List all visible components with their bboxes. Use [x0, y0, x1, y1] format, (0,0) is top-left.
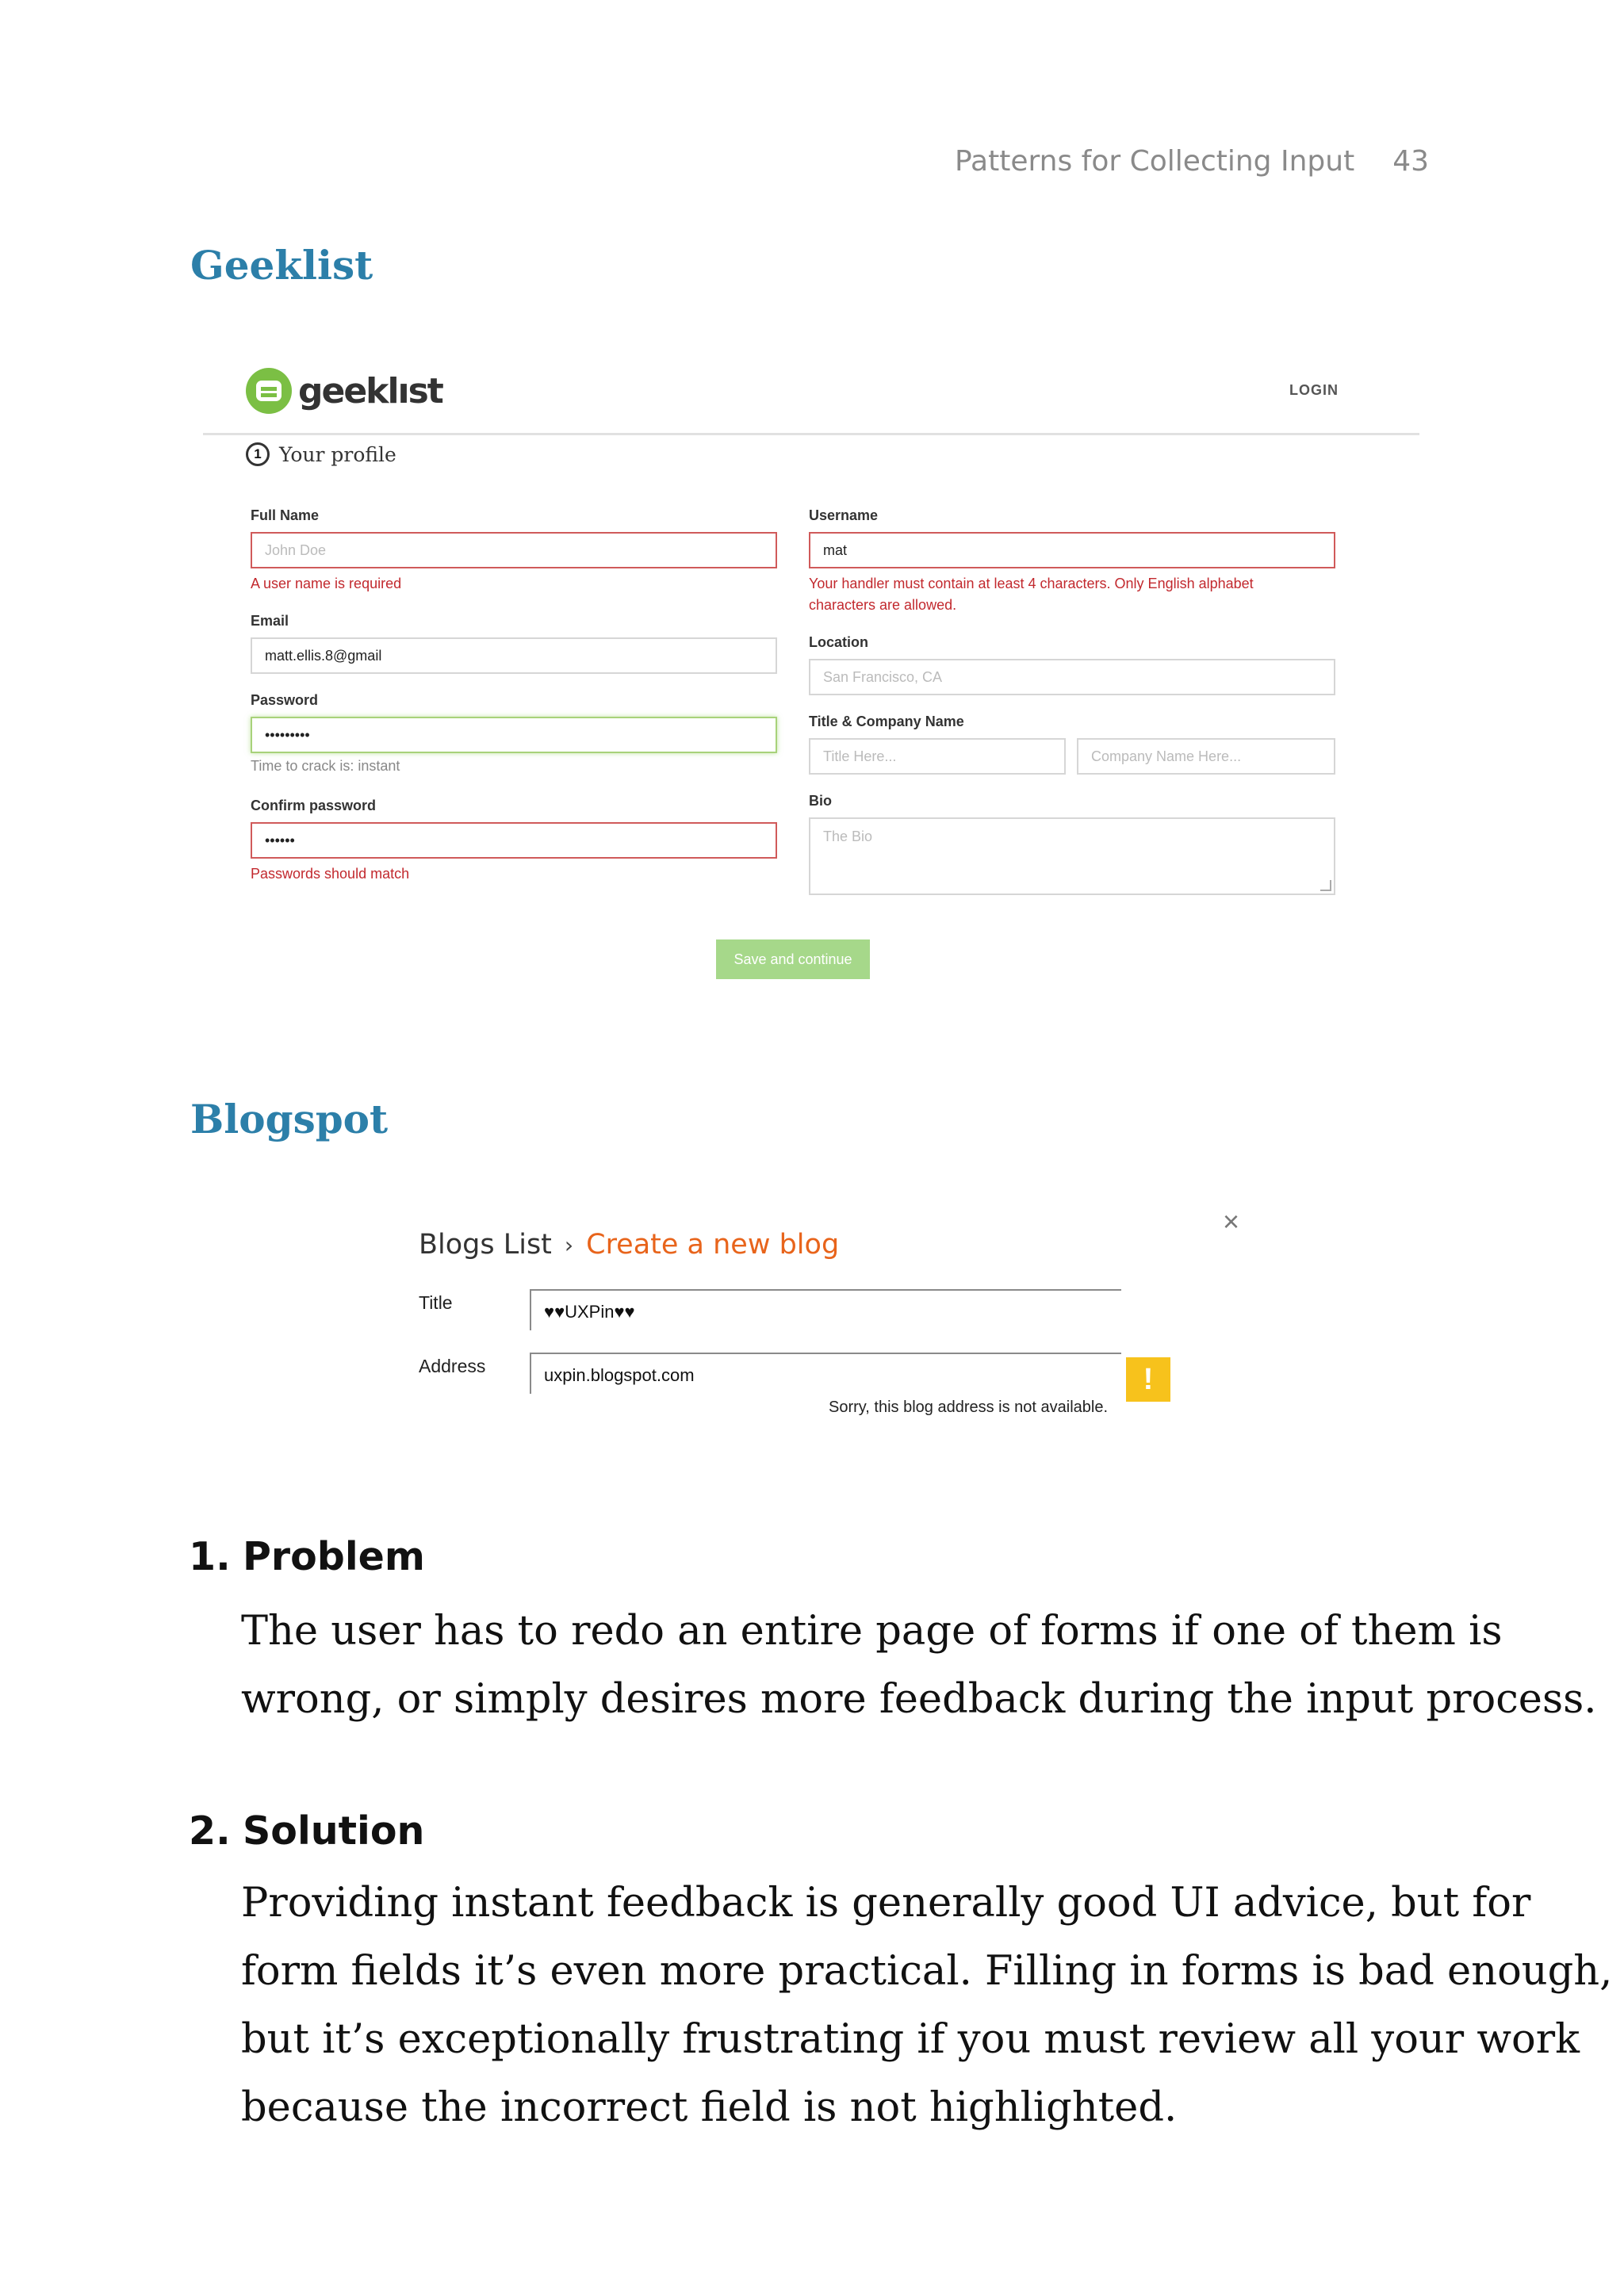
solution-paragraph	[241, 1869, 1613, 2142]
running-head-title: Patterns for Collecting Input	[954, 145, 1355, 178]
list-item-1-title: Problem	[243, 1534, 425, 1579]
address-unavailable-message: Sorry, this blog address is not available.	[829, 1399, 1109, 1416]
step-indicator	[246, 442, 396, 466]
breadcrumb	[419, 1229, 839, 1261]
login-link[interactable]: LOGIN	[1289, 382, 1339, 398]
email-field[interactable]: matt.ellis.8@gmail	[251, 637, 777, 674]
section-heading-blogspot: Blogspot	[190, 1096, 389, 1142]
page-number: 43	[1392, 145, 1429, 178]
problem-line-1: The user has to redo an entire page of forms if one of them is	[241, 1608, 1503, 1655]
username-error-line-2: characters are allowed.	[809, 597, 957, 613]
save-and-continue-button[interactable]: Save and continue	[716, 939, 870, 979]
problem-line-2: wrong, or simply desires more feedback during the input process.	[241, 1676, 1597, 1723]
blog-address-field[interactable]: uxpin.blogspot.com	[530, 1353, 1121, 1394]
confirm-password-label: Confirm password	[251, 798, 377, 813]
title-company-label: Title & Company Name	[809, 714, 964, 729]
header-divider	[203, 433, 1419, 435]
password-strength-hint: Time to crack is: instant	[251, 758, 400, 774]
full-name-error: A user name is required	[251, 576, 402, 591]
solution-line-3: but it’s exceptionally frustrating if you must review all your work	[241, 2016, 1580, 2063]
job-title-field[interactable]: Title Here...	[809, 738, 1066, 775]
username-error	[809, 573, 1364, 616]
problem-paragraph	[241, 1598, 1597, 1734]
username-field[interactable]: mat	[809, 532, 1335, 568]
location-field[interactable]: San Francisco, CA	[809, 659, 1335, 695]
blogspot-screenshot	[412, 1205, 1253, 1443]
list-item-2-number: 2.	[189, 1808, 231, 1854]
solution-line-4: because the incorrect field is not highlighted.	[241, 2084, 1178, 2131]
company-name-field[interactable]: Company Name Here...	[1077, 738, 1335, 775]
username-label: Username	[809, 507, 879, 523]
confirm-password-field[interactable]: ••••••	[251, 822, 777, 859]
geeklist-logo	[246, 368, 442, 414]
step-number-badge: 1	[246, 442, 270, 466]
full-name-label: Full Name	[251, 507, 320, 523]
chevron-right-icon: ›	[564, 1231, 574, 1258]
list-item-2-title: Solution	[243, 1808, 425, 1854]
geeklist-logo-icon	[246, 368, 292, 414]
warning-icon: !	[1126, 1357, 1170, 1402]
close-icon[interactable]: ×	[1223, 1205, 1240, 1238]
confirm-password-error: Passwords should match	[251, 866, 410, 882]
bio-label: Bio	[809, 793, 832, 809]
section-heading-geeklist: Geeklist	[190, 242, 373, 289]
username-error-line-1: Your handler must contain at least 4 characters. Only English alphabet	[809, 576, 1254, 591]
title-label: Title	[419, 1292, 453, 1313]
solution-line-2: form fields it’s even more practical. Filling in forms is bad enough,	[241, 1948, 1613, 1995]
password-field[interactable]: •••••••••	[251, 717, 777, 753]
list-item-1-number: 1.	[189, 1534, 231, 1579]
full-name-input[interactable]: John Doe	[251, 532, 777, 568]
running-head	[955, 145, 1429, 178]
password-label: Password	[251, 692, 319, 708]
blog-title-field[interactable]: ♥♥UXPin♥♥	[530, 1289, 1121, 1330]
bio-textarea[interactable]	[809, 817, 1335, 895]
breadcrumb-blogs-list[interactable]: Blogs List	[419, 1229, 552, 1261]
step-label: Your profile	[279, 442, 396, 466]
email-label: Email	[251, 613, 289, 629]
solution-line-1: Providing instant feedback is generally good UI advice, but for	[241, 1880, 1531, 1927]
breadcrumb-create-new-blog: Create a new blog	[586, 1229, 840, 1261]
geeklist-logo-text: geeklıst	[298, 370, 442, 411]
bio-placeholder: The Bio	[823, 828, 873, 844]
address-label: Address	[419, 1356, 486, 1376]
geeklist-screenshot	[203, 349, 1424, 1007]
location-label: Location	[809, 634, 868, 650]
resize-handle-icon[interactable]	[1320, 880, 1331, 891]
